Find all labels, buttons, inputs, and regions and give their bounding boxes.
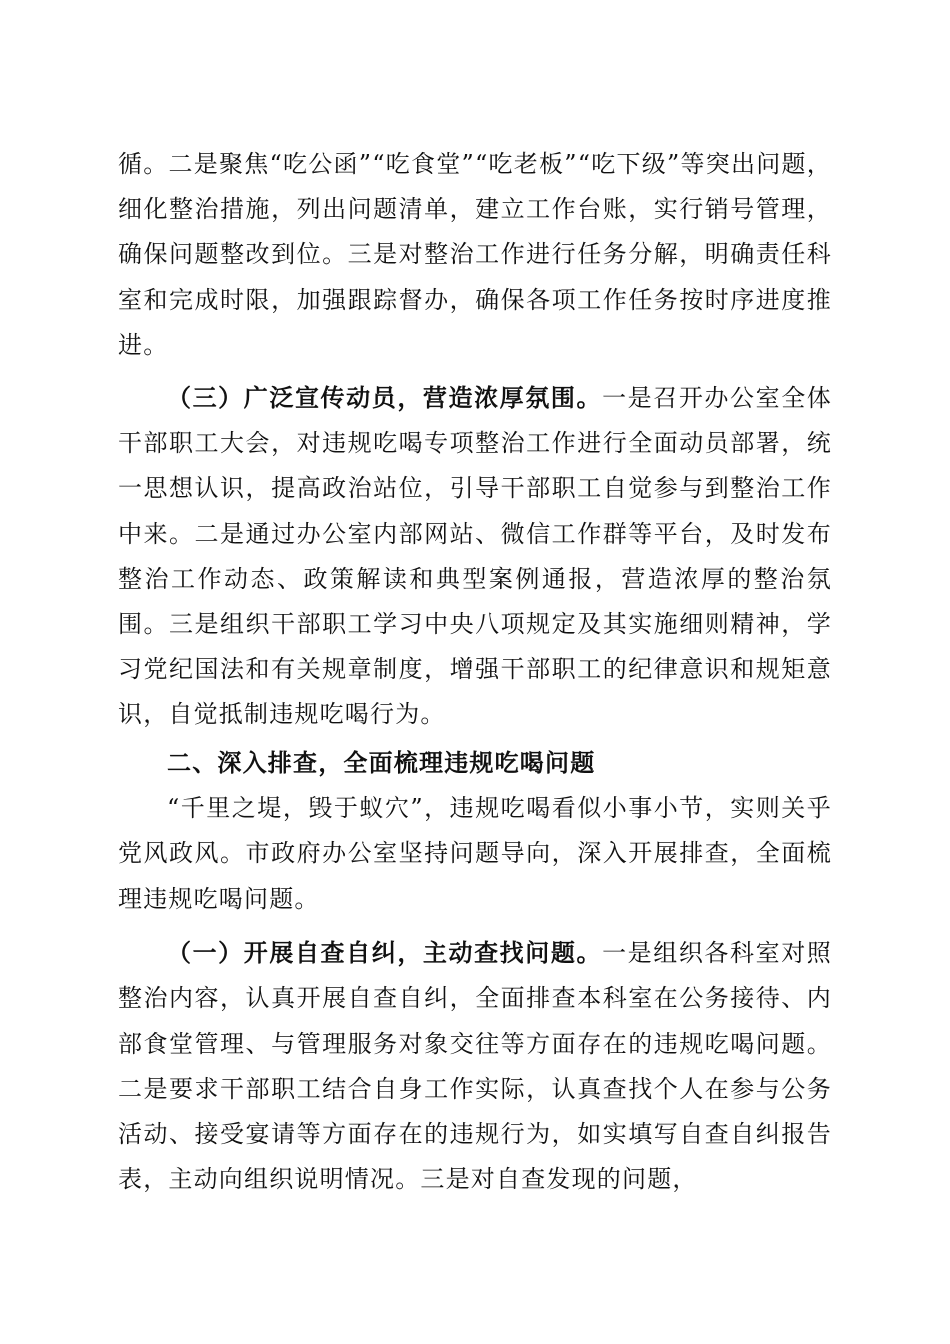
section-heading: 二、深入排查，全面梳理违规吃喝问题 (167, 749, 596, 777)
paragraph-text: 一是组织各科室对照整治内容，认真开展自查自纠，全面排查本科室在公务接待、内部食堂管理、与管理服务对象交往等方面存在的违规吃喝问题。二是要求干部职工结合自身工作实际，认真查找个人在参与公务活动、接受宴请等方面存在的违规行为，如实填写自查自纠报告表，主动向组织说明情况。三是对自查发现的问题， (118, 939, 832, 1194)
paragraph-self-inspection (118, 930, 832, 1202)
paragraph-text: “千里之堤，毁于蚁穴”，违规吃喝看似小事小节，实则关乎党风政风。市政府办公室坚持问题导向，深入开展排查，全面梳理违规吃喝问题。 (118, 794, 832, 913)
paragraph-lead-title: （一）开展自查自纠，主动查找问题。 (167, 938, 603, 968)
paragraph-intro (118, 786, 832, 922)
paragraph-text: 一是召开办公室全体干部职工大会，对违规吃喝专项整治工作进行全面动员部署，统一思想认识，提高政治站位，引导干部职工自觉参与到整治工作中来。二是通过办公室内部网站、微信工作群等平台，及时发布整治工作动态、政策解读和典型案例通报，营造浓厚的整治氛围。三是组织干部职工学习中央八项规定及其实施细则精神，学习党纪国法和有关规章制度，增强干部职工的纪律意识和规矩意识，自觉抵制违规吃喝行为。 (118, 384, 832, 729)
paragraph-publicity (118, 375, 832, 737)
paragraph-lead-title: （三）广泛宣传动员，营造浓厚氛围。 (167, 383, 603, 412)
paragraph-continuation (118, 142, 832, 368)
paragraph-text: 循。二是聚焦“吃公函”“吃食堂”“吃老板”“吃下级”等突出问题，细化整治措施，列出问题清单，建立工作台账，实行销号管理，确保问题整改到位。三是对整治工作进行任务分解，明确责任科室和完成时限，加强跟踪督办，确保各项工作任务按时序进度推进。 (118, 150, 832, 359)
document-body (118, 142, 832, 1202)
